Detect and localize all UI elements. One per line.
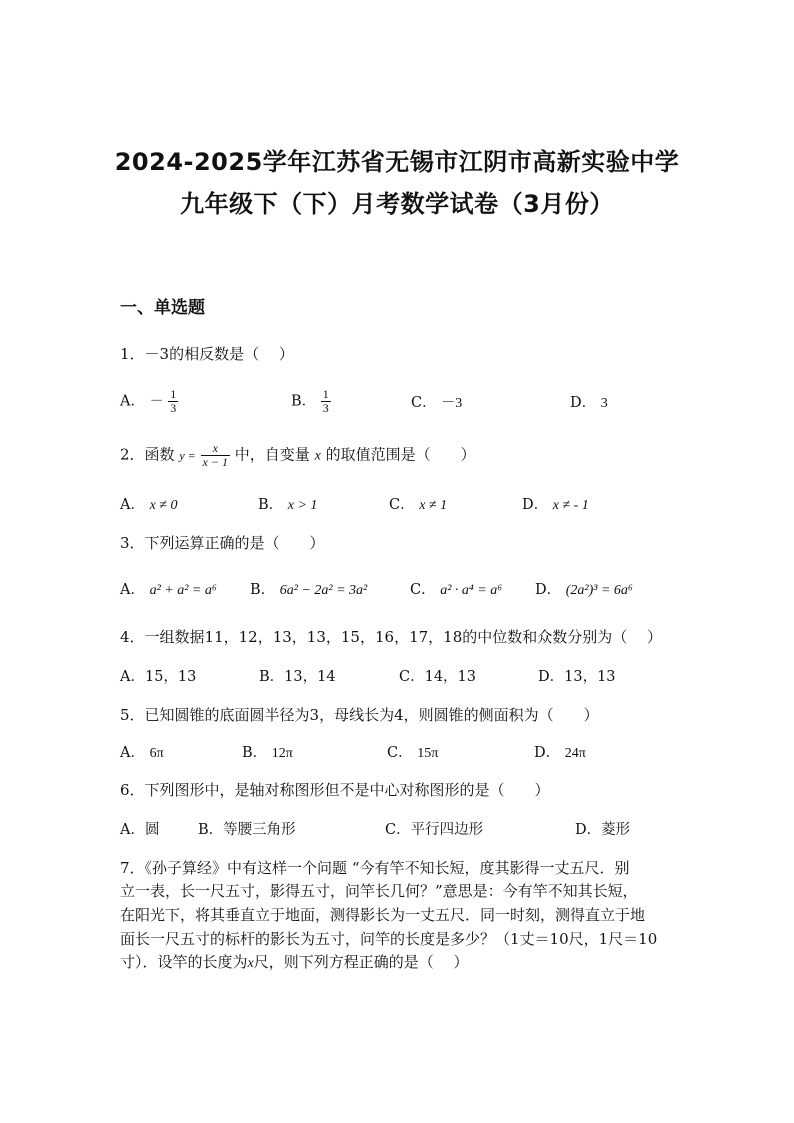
exam-title-line-1: 2024-2025学年江苏省无锡市江阴市高新实验中学: [114, 148, 680, 176]
option-value: 24π: [564, 746, 586, 761]
question-7-line-5: [120, 951, 469, 972]
option-label: A．: [120, 497, 145, 513]
question-4-stem: 4．一组数据11，12，13，13，15，16，17，18的中位数和众数分别为（ ）: [120, 628, 663, 646]
option-label: C．: [410, 582, 436, 598]
question-5-option-d: [534, 741, 586, 762]
option-value: x ≠ - 1: [552, 498, 589, 513]
question-2-option-c: [389, 493, 447, 514]
question-7-line-1: 7．《孙子算经》中有这样一个问题 “今有竿不知长短，度其影得一丈五尺．别: [120, 859, 630, 877]
fraction: [321, 388, 331, 415]
option-label: D．: [535, 582, 562, 598]
question-5-option-a: [120, 741, 164, 762]
option-label: B．: [242, 745, 268, 761]
question-2-stem: [120, 442, 476, 469]
variable: x: [247, 956, 254, 971]
question-7-line-2: 立一表，长一尺五寸，影得五寸，问竿长几何？”意思是：今有竿不知其长短，: [120, 882, 638, 900]
question-4-option-a: A．15，13: [120, 669, 197, 685]
stem-middle: 中，自变量: [234, 445, 310, 464]
question-6-option-c: C．平行四边形: [385, 822, 484, 838]
option-label: C．: [387, 745, 413, 761]
question-5-stem: 5．已知圆锥的底面圆半径为3，母线长为4，则圆锥的侧面积为（ ）: [120, 706, 599, 724]
question-1-option-a: [120, 388, 178, 415]
question-1-option-b: [291, 388, 331, 415]
question-3-option-b: [250, 578, 367, 599]
fraction-denominator: 3: [170, 401, 177, 415]
question-4-option-b: B．13，14: [259, 669, 336, 685]
stem-end: 的取值范围是（ ）: [325, 445, 476, 464]
question-2-option-d: [522, 493, 589, 514]
question-7-line-3: 在阳光下，将其垂直立于地面，测得影长为一丈五尺．同一时刻，测得直立于地: [120, 906, 646, 924]
option-label: D．: [534, 745, 561, 761]
option-label: B．: [291, 393, 317, 410]
fraction-numerator: 1: [322, 387, 329, 401]
question-4-option-c: C．14，13: [399, 669, 476, 685]
option-label: D．: [522, 497, 549, 513]
fraction: [168, 388, 178, 415]
option-label: B．: [250, 582, 276, 598]
option-value: 3: [600, 396, 608, 411]
question-1-option-d: [570, 391, 608, 412]
option-value: 6a² − 2a² = 3a²: [279, 583, 368, 598]
question-1-stem: 1．－3的相反数是（ ）: [120, 345, 294, 363]
option-label: A．: [120, 745, 145, 761]
question-3-option-a: [120, 578, 217, 599]
option-value: a² · a⁴ = a⁶: [440, 583, 503, 598]
fraction-numerator: 1: [170, 387, 177, 401]
function-lhs: y =: [179, 448, 196, 463]
option-value: a² + a² = a⁶: [149, 583, 217, 598]
question-5-option-b: [242, 741, 293, 762]
option-label: A．: [120, 393, 145, 410]
question-2-option-a: [120, 493, 178, 514]
function-fraction: [201, 442, 230, 469]
question-3-stem: 3．下列运算正确的是（ ）: [120, 534, 325, 552]
option-value: x ≠ 0: [149, 498, 178, 513]
option-label: C．: [411, 395, 437, 411]
question-6-option-d: D．菱形: [575, 822, 631, 838]
question-5-option-c: [387, 741, 438, 762]
question-6-stem: 6．下列图形中，是轴对称图形但不是中心对称图形的是（ ）: [120, 781, 550, 799]
question-3-option-c: [410, 578, 502, 599]
stem-prefix: 2．函数: [120, 445, 175, 464]
question-3-option-d: [535, 578, 633, 599]
option-value: 12π: [271, 746, 293, 761]
option-value: x > 1: [287, 498, 318, 513]
line-suffix: 尺，则下列方程正确的是（ ）: [253, 953, 469, 971]
question-6-option-b: B．等腰三角形: [198, 822, 296, 838]
section-heading-single-choice: 一、单选题: [120, 298, 205, 318]
exam-title-line-2: 九年级下（下）月考数学试卷（3月份）: [180, 190, 614, 218]
question-2-option-b: [258, 493, 317, 514]
question-1-option-c: [411, 391, 462, 412]
question-4-option-d: D．13，13: [538, 669, 616, 685]
option-value: x ≠ 1: [419, 498, 448, 513]
line-prefix: 寸）．设竿的长度为: [120, 953, 248, 971]
option-label: C．: [389, 497, 415, 513]
minus-sign: －: [149, 394, 164, 410]
option-value: (2a²)³ = 6a⁶: [565, 583, 633, 598]
option-label: D．: [570, 395, 597, 411]
option-value: 6π: [149, 746, 164, 761]
fraction-denominator: 3: [322, 401, 329, 415]
option-label: A．: [120, 582, 145, 598]
question-7-line-4: 面长一尺五寸的标杆的影长为五寸，问竿的长度是多少？（1丈＝10尺，1尺＝10: [120, 930, 658, 948]
option-value: 15π: [417, 746, 439, 761]
fraction-denominator: x − 1: [202, 455, 228, 469]
fraction-numerator: x: [201, 442, 230, 456]
option-value: －3: [441, 396, 463, 411]
question-6-option-a: A．圆: [120, 822, 160, 838]
variable: x: [314, 448, 321, 464]
option-label: B．: [258, 497, 284, 513]
